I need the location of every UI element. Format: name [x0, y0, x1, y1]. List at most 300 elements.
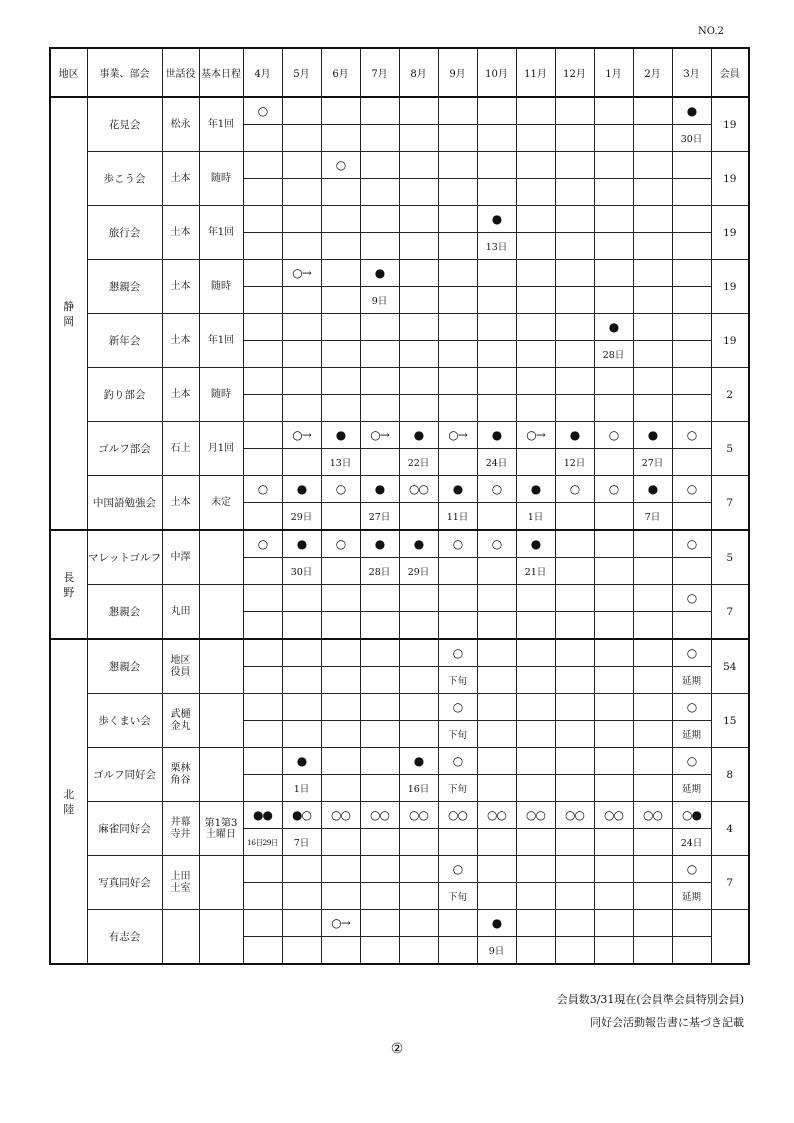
month-date-cell: [555, 937, 594, 965]
month-date-cell: [321, 937, 360, 965]
month-date-cell: [399, 125, 438, 152]
month-date-cell: [477, 829, 516, 856]
month-mark-cell: [555, 639, 594, 667]
month-date-cell: [243, 449, 282, 476]
month-date-cell: [633, 775, 672, 802]
month-date-cell: [672, 612, 711, 640]
month-mark-cell: [438, 152, 477, 179]
month-date-cell: [477, 287, 516, 314]
month-date-cell: [594, 233, 633, 260]
month-date-cell: 1日: [282, 775, 321, 802]
month-date-cell: [477, 883, 516, 910]
month-mark-cell: [633, 260, 672, 287]
month-mark-cell: [555, 856, 594, 883]
month-date-cell: [477, 341, 516, 368]
month-date-cell: [594, 558, 633, 585]
schedule-cell: 年1回: [199, 314, 243, 368]
month-date-cell: [633, 179, 672, 206]
member-count-cell: [711, 910, 749, 965]
month-mark-cell: [321, 97, 360, 125]
header-area: 地区: [50, 48, 87, 97]
month-mark-cell: [360, 639, 399, 667]
header-month: 6月: [321, 48, 360, 97]
month-date-cell: [477, 721, 516, 748]
header-month: 12月: [555, 48, 594, 97]
month-mark-cell: [243, 152, 282, 179]
schedule-cell: 年1回: [199, 206, 243, 260]
month-date-cell: [243, 287, 282, 314]
member-count-cell: 7: [711, 856, 749, 910]
event-name: 懇親会: [87, 585, 162, 640]
month-date-cell: [438, 612, 477, 640]
month-mark-cell: [360, 206, 399, 233]
month-date-cell: [321, 721, 360, 748]
month-date-cell: [672, 395, 711, 422]
month-mark-cell: ○○: [594, 802, 633, 829]
month-date-cell: [477, 612, 516, 640]
month-mark-cell: ○: [672, 585, 711, 612]
event-name: 有志会: [87, 910, 162, 965]
month-date-cell: 29日: [399, 558, 438, 585]
header-row: [50, 48, 749, 97]
header-month: 9月: [438, 48, 477, 97]
month-date-cell: [399, 233, 438, 260]
event-mark-row: [50, 748, 749, 775]
event-mark-row: [50, 802, 749, 829]
month-date-cell: [438, 179, 477, 206]
month-date-cell: 延期: [672, 667, 711, 694]
month-mark-cell: [555, 314, 594, 341]
month-mark-cell: [282, 694, 321, 721]
month-mark-cell: [321, 748, 360, 775]
month-mark-cell: [633, 97, 672, 125]
month-mark-cell: ○: [321, 530, 360, 558]
month-mark-cell: [243, 694, 282, 721]
month-date-cell: [672, 503, 711, 531]
month-mark-cell: [360, 314, 399, 341]
month-mark-cell: [438, 206, 477, 233]
month-date-cell: [477, 503, 516, 531]
month-date-cell: [672, 937, 711, 965]
month-date-cell: 延期: [672, 775, 711, 802]
month-mark-cell: ○○: [555, 802, 594, 829]
month-date-cell: 21日: [516, 558, 555, 585]
month-date-cell: 30日: [672, 125, 711, 152]
month-date-cell: [594, 125, 633, 152]
member-count-cell: 19: [711, 206, 749, 260]
month-date-cell: [243, 503, 282, 531]
month-date-cell: 13日: [321, 449, 360, 476]
month-date-cell: [321, 883, 360, 910]
month-date-cell: [594, 612, 633, 640]
event-name: 歩こう会: [87, 152, 162, 206]
month-date-cell: [516, 883, 555, 910]
month-date-cell: [282, 612, 321, 640]
month-date-cell: [243, 395, 282, 422]
month-mark-cell: ●: [282, 748, 321, 775]
schedule-cell: 未定: [199, 476, 243, 531]
month-date-cell: [282, 721, 321, 748]
month-date-cell: [555, 287, 594, 314]
month-mark-cell: ●: [555, 422, 594, 449]
member-count-cell: 7: [711, 585, 749, 640]
month-date-cell: [399, 721, 438, 748]
month-mark-cell: [438, 260, 477, 287]
month-mark-cell: [555, 97, 594, 125]
month-date-cell: [243, 341, 282, 368]
month-date-cell: [360, 341, 399, 368]
month-date-cell: 9日: [477, 937, 516, 965]
month-mark-cell: ●: [477, 910, 516, 937]
month-date-cell: 27日: [360, 503, 399, 531]
month-date-cell: [243, 667, 282, 694]
month-date-cell: [321, 395, 360, 422]
month-mark-cell: ○: [438, 530, 477, 558]
header-month: 1月: [594, 48, 633, 97]
month-date-cell: [399, 829, 438, 856]
month-mark-cell: ●: [594, 314, 633, 341]
month-date-cell: [672, 179, 711, 206]
month-mark-cell: ○: [672, 422, 711, 449]
month-mark-cell: [477, 585, 516, 612]
month-mark-cell: [516, 585, 555, 612]
month-mark-cell: ○: [243, 530, 282, 558]
month-mark-cell: [321, 368, 360, 395]
area-cell: 北 陸: [50, 639, 87, 964]
activity-schedule-table: [49, 47, 750, 965]
month-mark-cell: [243, 314, 282, 341]
month-date-cell: [633, 883, 672, 910]
month-mark-cell: [399, 910, 438, 937]
month-date-cell: [438, 829, 477, 856]
month-date-cell: [360, 721, 399, 748]
month-date-cell: [399, 179, 438, 206]
member-count-cell: 5: [711, 422, 749, 476]
manager-cell: 土本: [162, 476, 199, 531]
schedule-cell: 随時: [199, 260, 243, 314]
month-date-cell: [321, 829, 360, 856]
month-date-cell: [282, 179, 321, 206]
month-date-cell: [555, 233, 594, 260]
month-date-cell: [399, 612, 438, 640]
header-schedule: 基本日程: [199, 48, 243, 97]
event-name: 花見会: [87, 97, 162, 152]
month-mark-cell: [555, 585, 594, 612]
month-date-cell: [477, 395, 516, 422]
month-date-cell: [243, 125, 282, 152]
month-date-cell: [438, 341, 477, 368]
month-date-cell: [555, 667, 594, 694]
month-mark-cell: [243, 910, 282, 937]
month-date-cell: [438, 395, 477, 422]
month-mark-cell: [243, 206, 282, 233]
month-mark-cell: [555, 152, 594, 179]
month-date-cell: [594, 721, 633, 748]
month-mark-cell: [516, 856, 555, 883]
month-mark-cell: [633, 856, 672, 883]
month-date-cell: [633, 341, 672, 368]
month-mark-cell: ○: [594, 476, 633, 503]
event-name: 懇親会: [87, 260, 162, 314]
month-date-cell: 29日: [282, 503, 321, 531]
month-mark-cell: [243, 748, 282, 775]
month-date-cell: [438, 125, 477, 152]
month-date-cell: 28日: [594, 341, 633, 368]
month-date-cell: [516, 449, 555, 476]
schedule-cell: [199, 585, 243, 640]
schedule-cell: [199, 748, 243, 802]
month-date-cell: 27日: [633, 449, 672, 476]
month-date-cell: [321, 667, 360, 694]
member-count-cell: 19: [711, 152, 749, 206]
month-mark-cell: [399, 639, 438, 667]
month-mark-cell: [555, 260, 594, 287]
header-month: 7月: [360, 48, 399, 97]
month-mark-cell: [321, 856, 360, 883]
month-mark-cell: [516, 206, 555, 233]
month-mark-cell: [555, 748, 594, 775]
event-mark-row: [50, 314, 749, 341]
month-date-cell: [243, 883, 282, 910]
month-date-cell: [516, 775, 555, 802]
month-mark-cell: [633, 585, 672, 612]
month-mark-cell: [516, 97, 555, 125]
month-date-cell: [516, 341, 555, 368]
event-mark-row: [50, 910, 749, 937]
month-date-cell: [516, 667, 555, 694]
month-date-cell: 下旬: [438, 721, 477, 748]
month-mark-cell: [477, 856, 516, 883]
event-mark-row: [50, 368, 749, 395]
month-date-cell: [516, 179, 555, 206]
month-date-cell: [633, 612, 672, 640]
event-mark-row: [50, 856, 749, 883]
month-mark-cell: [360, 368, 399, 395]
month-date-cell: [399, 287, 438, 314]
month-mark-cell: [633, 639, 672, 667]
month-mark-cell: [360, 585, 399, 612]
month-mark-cell: ●: [477, 206, 516, 233]
event-name: 中国語勉強会: [87, 476, 162, 531]
month-date-cell: [555, 503, 594, 531]
month-mark-cell: [282, 910, 321, 937]
month-date-cell: [516, 287, 555, 314]
month-mark-cell: [672, 910, 711, 937]
month-date-cell: 11日: [438, 503, 477, 531]
month-mark-cell: [594, 639, 633, 667]
month-mark-cell: ●: [399, 748, 438, 775]
month-mark-cell: ○○: [399, 802, 438, 829]
month-mark-cell: [282, 97, 321, 125]
event-name: マレットゴルフ: [87, 530, 162, 585]
month-mark-cell: [360, 694, 399, 721]
month-date-cell: 30日: [282, 558, 321, 585]
month-date-cell: [516, 721, 555, 748]
month-date-cell: [282, 937, 321, 965]
month-mark-cell: ○: [438, 639, 477, 667]
event-name: 旅行会: [87, 206, 162, 260]
month-mark-cell: [399, 694, 438, 721]
month-mark-cell: [594, 856, 633, 883]
month-mark-cell: [594, 530, 633, 558]
header-month: 10月: [477, 48, 516, 97]
manager-cell: 栗林 角谷: [162, 748, 199, 802]
month-date-cell: [594, 449, 633, 476]
manager-cell: 武樋 金丸: [162, 694, 199, 748]
month-date-cell: [438, 287, 477, 314]
month-mark-cell: [477, 694, 516, 721]
event-mark-row: [50, 206, 749, 233]
month-mark-cell: [555, 910, 594, 937]
month-mark-cell: [555, 206, 594, 233]
month-mark-cell: [399, 585, 438, 612]
month-mark-cell: [477, 314, 516, 341]
month-date-cell: [399, 503, 438, 531]
month-mark-cell: ○→: [360, 422, 399, 449]
month-date-cell: [555, 179, 594, 206]
member-count-cell: 19: [711, 97, 749, 152]
month-date-cell: [633, 721, 672, 748]
header-month: 4月: [243, 48, 282, 97]
month-date-cell: [360, 449, 399, 476]
month-mark-cell: [282, 856, 321, 883]
month-mark-cell: [360, 152, 399, 179]
month-date-cell: [633, 125, 672, 152]
month-mark-cell: [360, 910, 399, 937]
month-date-cell: 22日: [399, 449, 438, 476]
month-mark-cell: [438, 368, 477, 395]
month-mark-cell: ○○: [399, 476, 438, 503]
month-mark-cell: [360, 748, 399, 775]
month-mark-cell: [438, 314, 477, 341]
month-date-cell: [282, 883, 321, 910]
month-date-cell: [360, 937, 399, 965]
month-mark-cell: [633, 368, 672, 395]
month-date-cell: [594, 503, 633, 531]
member-count-cell: 8: [711, 748, 749, 802]
header-members: 会員: [711, 48, 749, 97]
manager-cell: 土本: [162, 152, 199, 206]
month-mark-cell: [555, 694, 594, 721]
month-mark-cell: [516, 910, 555, 937]
month-mark-cell: [594, 152, 633, 179]
month-mark-cell: ○: [477, 530, 516, 558]
schedule-cell: 随時: [199, 368, 243, 422]
month-date-cell: [477, 558, 516, 585]
month-mark-cell: [438, 910, 477, 937]
month-date-cell: [672, 449, 711, 476]
month-mark-cell: [672, 260, 711, 287]
month-date-cell: [360, 883, 399, 910]
event-mark-row: [50, 152, 749, 179]
month-mark-cell: [594, 206, 633, 233]
month-date-cell: [477, 179, 516, 206]
manager-cell: 松永: [162, 97, 199, 152]
schedule-cell: [199, 530, 243, 585]
month-mark-cell: [399, 152, 438, 179]
month-date-cell: [672, 558, 711, 585]
month-mark-cell: ●○: [282, 802, 321, 829]
member-count-cell: 54: [711, 639, 749, 694]
month-mark-cell: [672, 368, 711, 395]
month-mark-cell: ○: [672, 476, 711, 503]
month-mark-cell: ○: [594, 422, 633, 449]
month-mark-cell: ●: [399, 530, 438, 558]
header-month: 8月: [399, 48, 438, 97]
month-mark-cell: [672, 314, 711, 341]
month-mark-cell: [516, 368, 555, 395]
month-date-cell: 9日: [360, 287, 399, 314]
month-date-cell: [282, 341, 321, 368]
month-date-cell: [360, 775, 399, 802]
month-mark-cell: ●: [438, 476, 477, 503]
month-date-cell: [555, 395, 594, 422]
month-date-cell: [243, 775, 282, 802]
event-name: ゴルフ同好会: [87, 748, 162, 802]
month-date-cell: [321, 558, 360, 585]
month-date-cell: [399, 937, 438, 965]
month-date-cell: [594, 937, 633, 965]
month-date-cell: [633, 829, 672, 856]
month-mark-cell: ●: [633, 422, 672, 449]
month-mark-cell: [243, 585, 282, 612]
month-date-cell: 延期: [672, 883, 711, 910]
header-manager: 世話役: [162, 48, 199, 97]
month-mark-cell: [360, 856, 399, 883]
month-mark-cell: [282, 368, 321, 395]
event-name: 麻雀同好会: [87, 802, 162, 856]
month-date-cell: 7日: [282, 829, 321, 856]
month-date-cell: 下旬: [438, 775, 477, 802]
month-mark-cell: ○○: [438, 802, 477, 829]
month-date-cell: [594, 883, 633, 910]
month-mark-cell: ○: [321, 152, 360, 179]
event-mark-row: [50, 694, 749, 721]
month-mark-cell: [633, 530, 672, 558]
event-mark-row: [50, 260, 749, 287]
member-count-cell: 19: [711, 260, 749, 314]
month-mark-cell: ○○: [477, 802, 516, 829]
month-mark-cell: ○: [438, 694, 477, 721]
month-date-cell: [282, 287, 321, 314]
member-count-cell: 19: [711, 314, 749, 368]
month-date-cell: [633, 395, 672, 422]
month-date-cell: [399, 395, 438, 422]
schedule-cell: 月1回: [199, 422, 243, 476]
month-date-cell: [321, 341, 360, 368]
month-date-cell: 16日29日: [243, 829, 282, 856]
month-mark-cell: ○→: [282, 422, 321, 449]
month-mark-cell: [594, 694, 633, 721]
member-count-cell: 5: [711, 530, 749, 585]
manager-cell: 上田 土室: [162, 856, 199, 910]
manager-cell: [162, 910, 199, 965]
event-mark-row: [50, 476, 749, 503]
month-mark-cell: [594, 585, 633, 612]
event-name: 歩くまい会: [87, 694, 162, 748]
schedule-cell: [199, 639, 243, 694]
month-date-cell: [594, 395, 633, 422]
month-mark-cell: [399, 97, 438, 125]
month-date-cell: [516, 612, 555, 640]
month-mark-cell: [594, 368, 633, 395]
month-mark-cell: [477, 152, 516, 179]
event-mark-row: [50, 530, 749, 558]
month-date-cell: [399, 667, 438, 694]
month-date-cell: [438, 558, 477, 585]
month-date-cell: [243, 179, 282, 206]
month-date-cell: [399, 341, 438, 368]
